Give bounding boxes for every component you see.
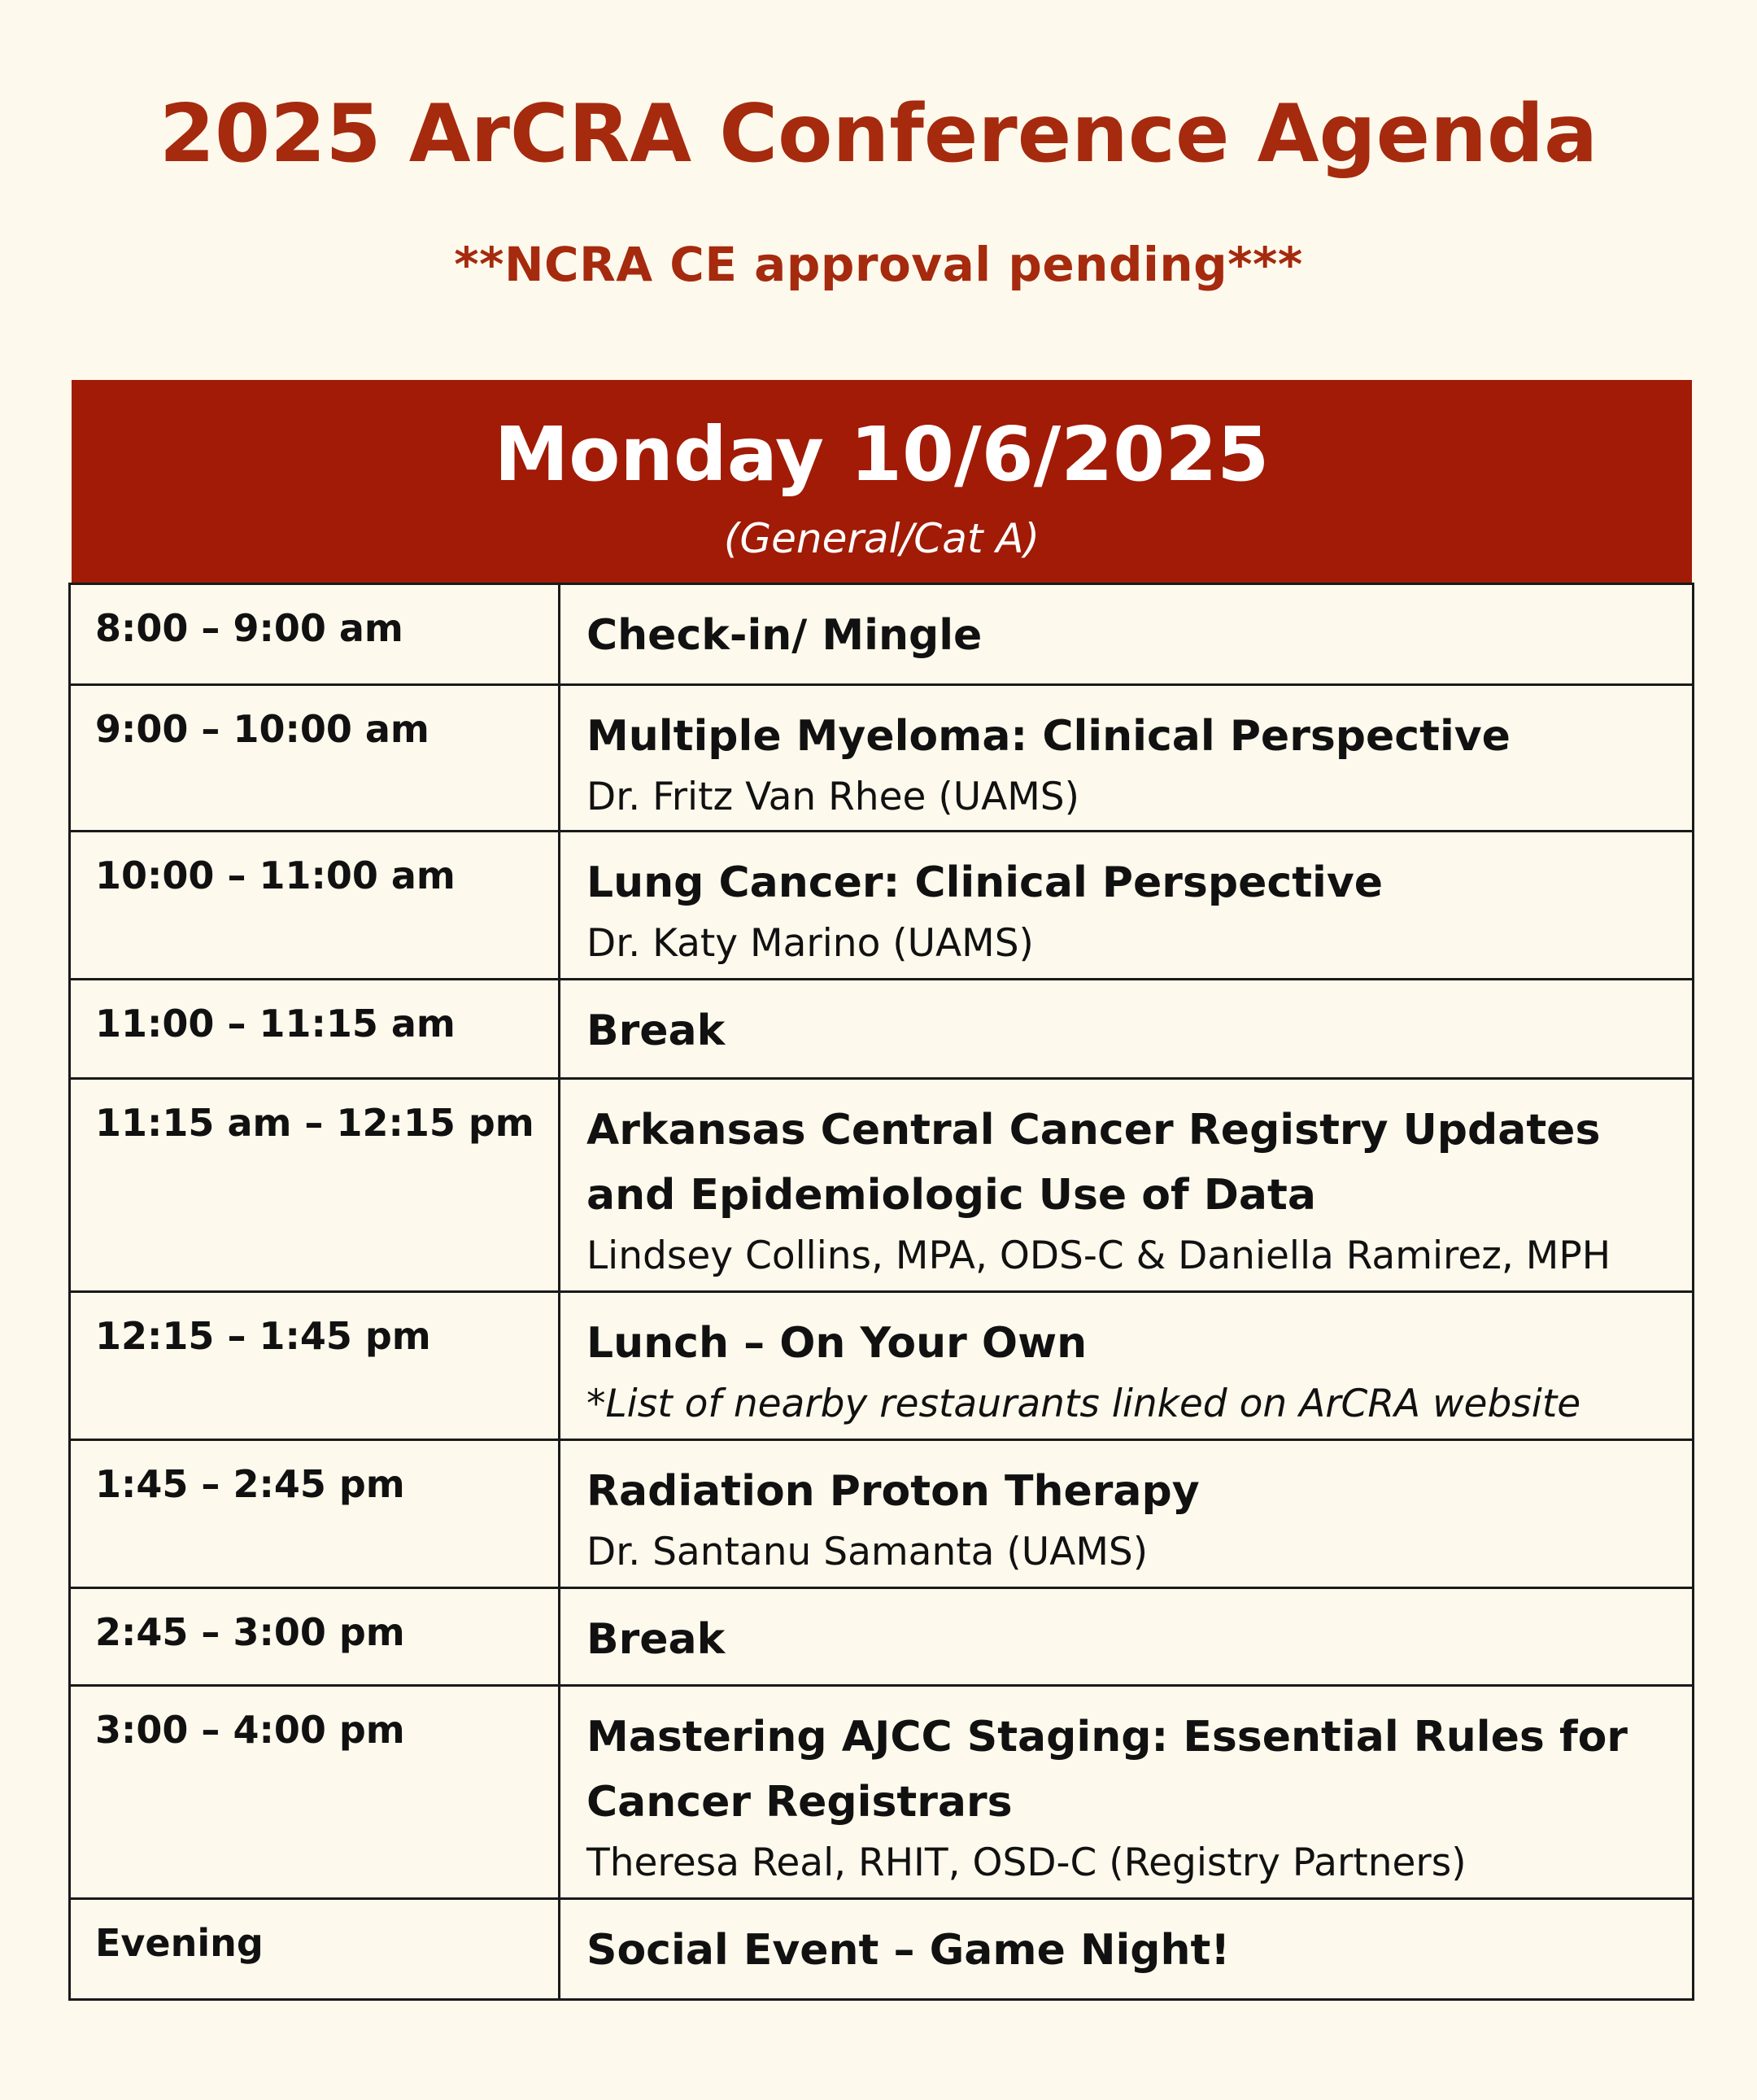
agenda-row bbox=[70, 685, 1694, 832]
session-time: 8:00 – 9:00 am bbox=[70, 584, 560, 685]
session-details bbox=[560, 980, 1694, 1079]
session-details bbox=[560, 1292, 1694, 1440]
agenda-row bbox=[70, 1440, 1694, 1588]
agenda-row bbox=[70, 980, 1694, 1079]
session-title: Radiation Proton Therapy bbox=[586, 1467, 1200, 1516]
agenda-row bbox=[70, 1588, 1694, 1686]
session-title: Arkansas Central Cancer Registry Updates and Epidemiologic Use of Data bbox=[586, 1106, 1601, 1220]
session-time: 11:00 – 11:15 am bbox=[70, 980, 560, 1079]
session-details bbox=[560, 1588, 1694, 1686]
session-details bbox=[560, 832, 1694, 980]
session-time: 12:15 – 1:45 pm bbox=[70, 1292, 560, 1440]
session-time: Evening bbox=[70, 1899, 560, 2000]
approval-note: **NCRA CE approval pending*** bbox=[454, 237, 1303, 292]
session-time: 1:45 – 2:45 pm bbox=[70, 1440, 560, 1588]
agenda-row bbox=[70, 1292, 1694, 1440]
agenda-row bbox=[70, 1686, 1694, 1899]
session-details bbox=[560, 1686, 1694, 1899]
session-title: Mastering AJCC Staging: Essential Rules for Cancer Registrars bbox=[586, 1713, 1628, 1827]
page-title: 2025 ArCRA Conference Agenda bbox=[159, 88, 1598, 181]
session-speaker: Lindsey Collins, MPA, ODS-C & Daniella Ramirez, MPH bbox=[586, 1233, 1611, 1278]
session-title: Break bbox=[586, 1006, 726, 1055]
session-time: 10:00 – 11:00 am bbox=[70, 832, 560, 980]
day-category: (General/Cat A) bbox=[723, 515, 1040, 562]
day-header bbox=[72, 380, 1692, 583]
session-details bbox=[560, 584, 1694, 685]
agenda-row bbox=[70, 1079, 1694, 1292]
day-title: Monday 10/6/2025 bbox=[494, 411, 1270, 498]
agenda-row bbox=[70, 1899, 1694, 2000]
session-title: Break bbox=[586, 1615, 726, 1664]
session-speaker: Theresa Real, RHIT, OSD-C (Registry Partners) bbox=[586, 1840, 1467, 1885]
agenda-row bbox=[70, 584, 1694, 685]
session-details bbox=[560, 685, 1694, 832]
session-title: Check-in/ Mingle bbox=[586, 611, 983, 660]
session-title: Multiple Myeloma: Clinical Perspective bbox=[586, 712, 1511, 761]
session-time: 9:00 – 10:00 am bbox=[70, 685, 560, 832]
session-title: Lunch – On Your Own bbox=[586, 1319, 1088, 1368]
session-speaker: Dr. Katy Marino (UAMS) bbox=[586, 921, 1034, 966]
agenda-row bbox=[70, 832, 1694, 980]
session-time: 11:15 am – 12:15 pm bbox=[70, 1079, 560, 1292]
session-details bbox=[560, 1899, 1694, 2000]
session-speaker: Dr. Fritz Van Rhee (UAMS) bbox=[586, 775, 1079, 819]
session-details bbox=[560, 1079, 1694, 1292]
session-title: Social Event – Game Night! bbox=[586, 1926, 1231, 1975]
session-title: Lung Cancer: Clinical Perspective bbox=[586, 858, 1384, 907]
session-time: 2:45 – 3:00 pm bbox=[70, 1588, 560, 1686]
session-note: *List of nearby restaurants linked on ArCRA website bbox=[586, 1382, 1581, 1426]
session-speaker: Dr. Santanu Samanta (UAMS) bbox=[586, 1530, 1149, 1574]
agenda-table bbox=[68, 583, 1694, 2001]
session-time: 3:00 – 4:00 pm bbox=[70, 1686, 560, 1899]
session-details bbox=[560, 1440, 1694, 1588]
